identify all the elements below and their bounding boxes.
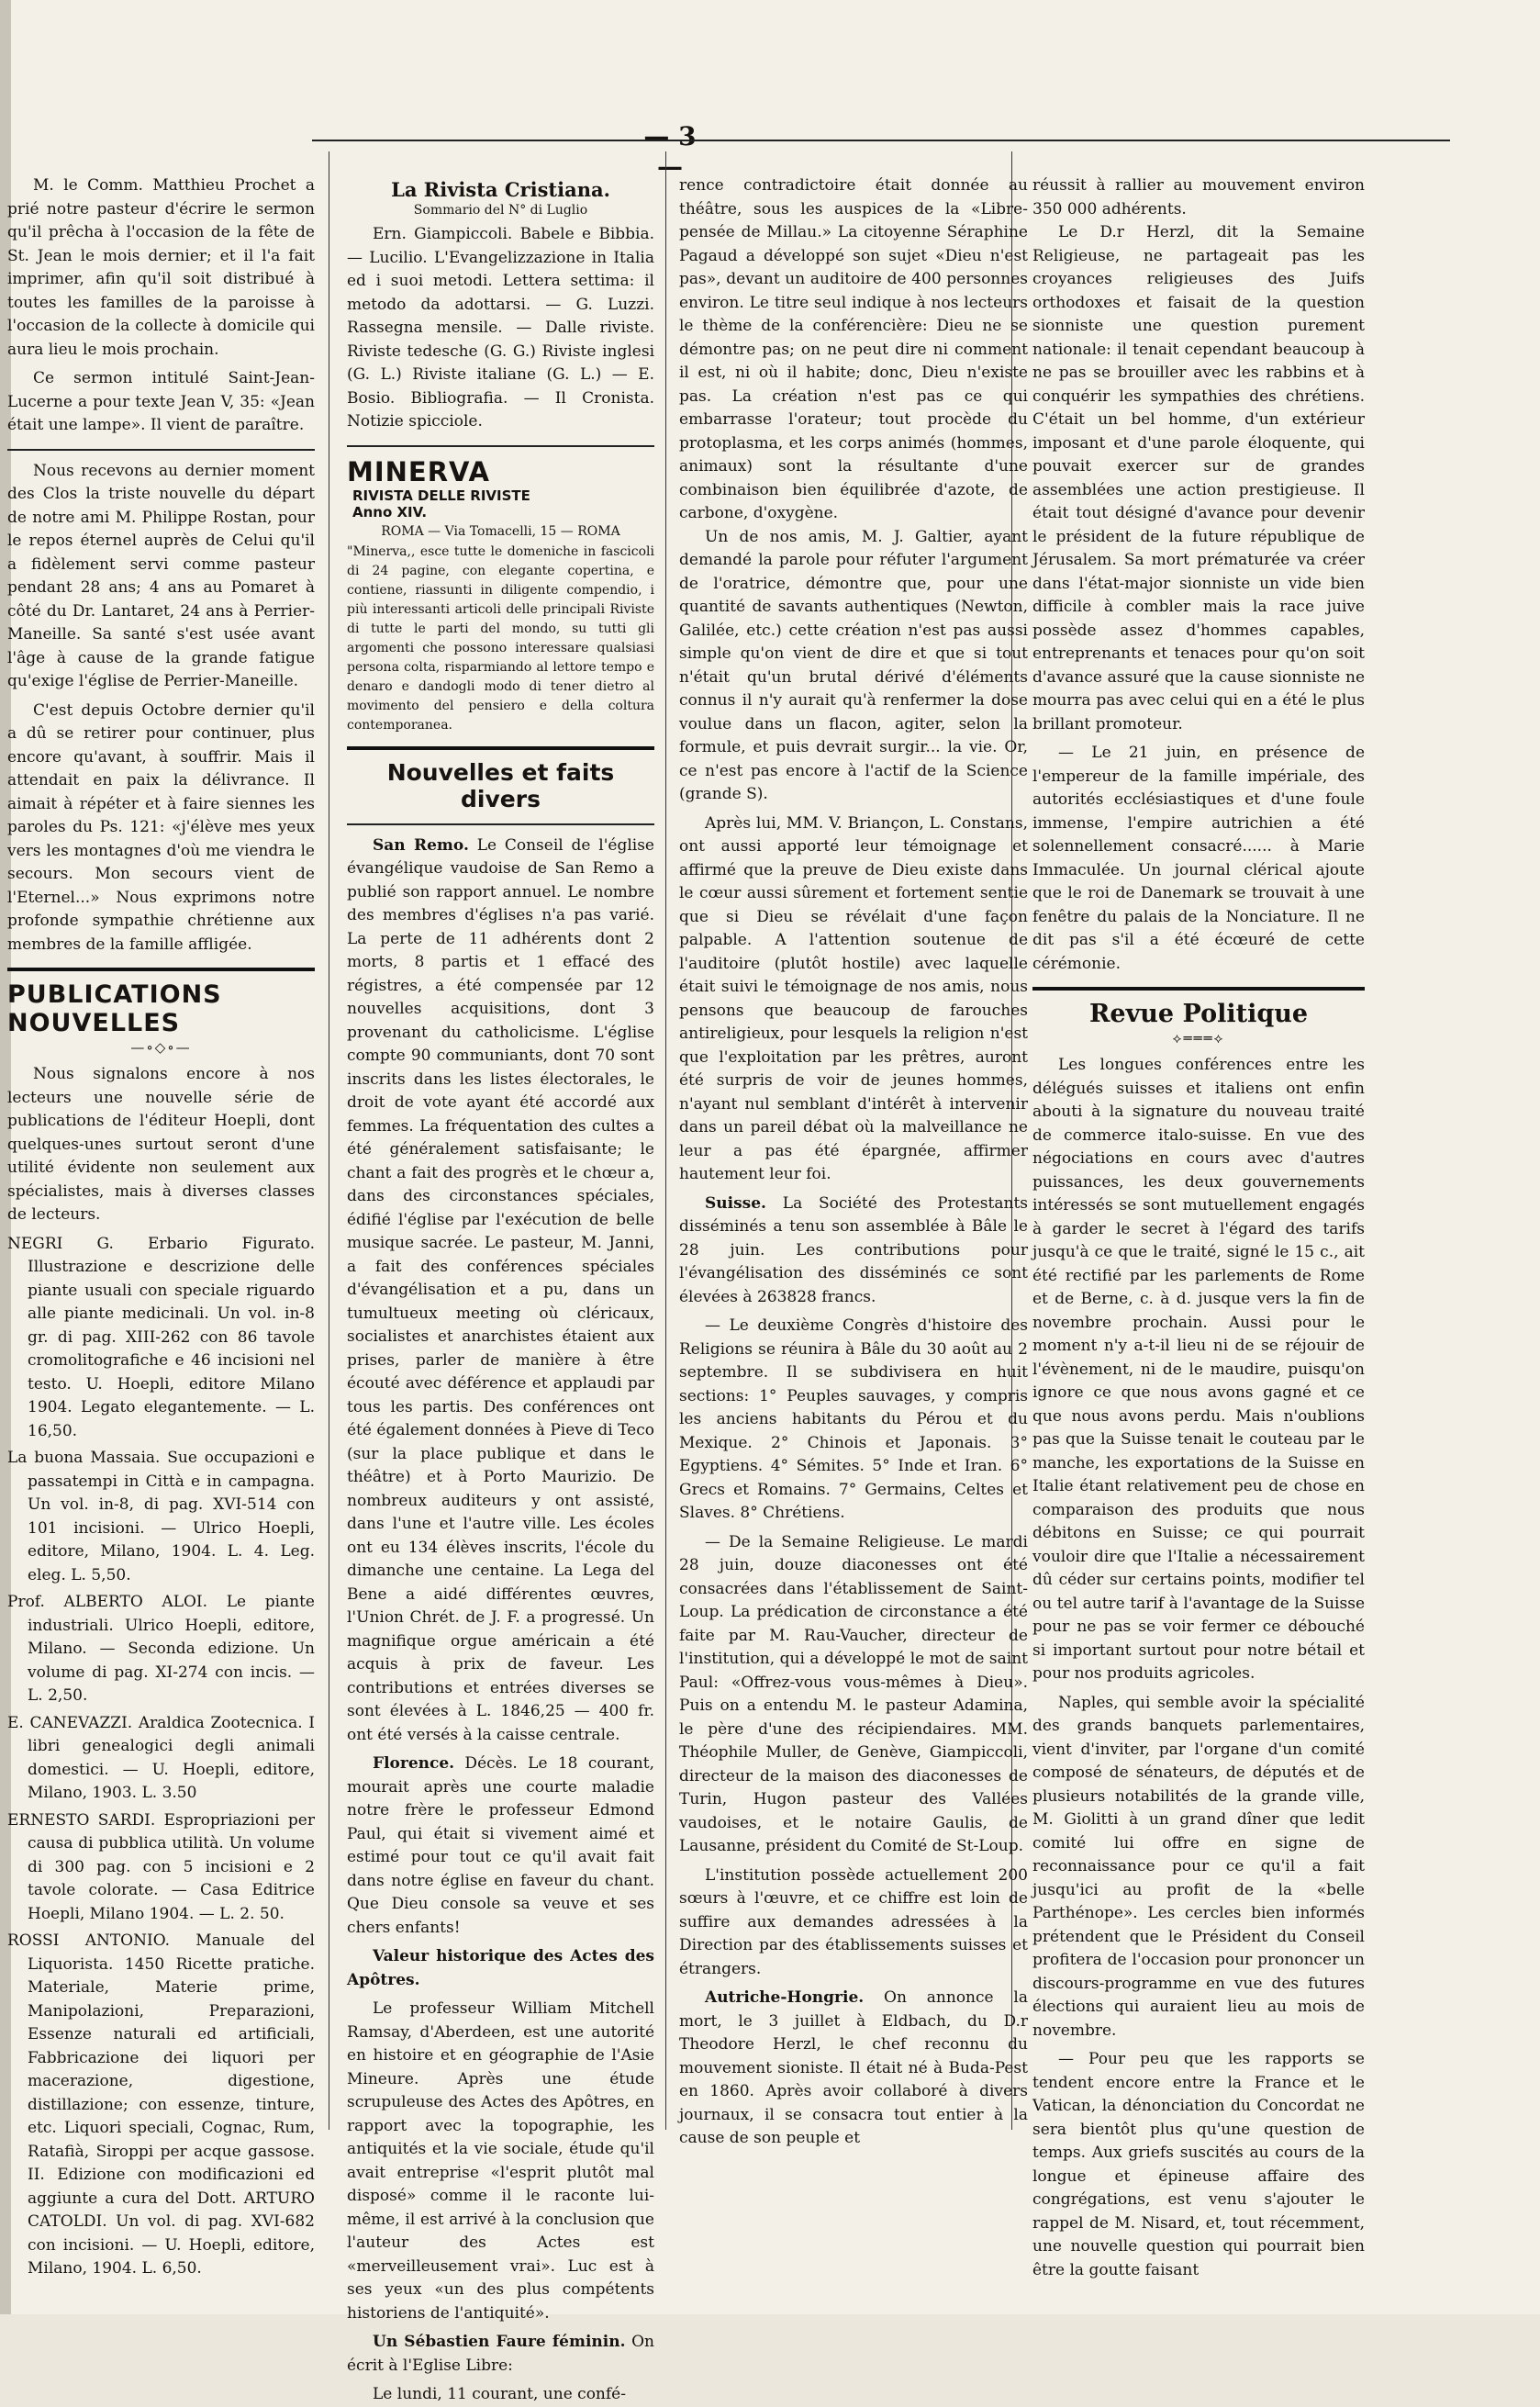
article-lead: Un Sébastien Faure féminin. xyxy=(373,2333,626,2351)
minerva-address: ROMA — Via Tomacelli, 15 — ROMA xyxy=(381,523,620,539)
article-suisse xyxy=(679,1192,1028,1310)
column-3 xyxy=(679,174,1028,2148)
column-1 xyxy=(7,174,315,2278)
book-entry: La buona Massaia. Sue occupazioni e passatempi in Città e in campagna. Un vol. in-8, di pag. XVI-514 con 101 incisioni. — Ulrico Hoepli, editore, Milano, 1904. L. 4. Leg. eleg. L. 5,50. xyxy=(7,1449,315,1584)
article-autriche xyxy=(679,1987,1028,2151)
minerva-subtitle-line2: Anno XIV. xyxy=(352,503,428,521)
divider xyxy=(347,445,654,447)
article-vatican: — Pour peu que les rapports se tendent encore entre la France et le Vatican, la dénonciation du Concordat ne sera bientôt plus qu'une question de temps. Aux griefs suscités au cours de la longue et épineuse affaire des congrégations, est venu s'ajouter le rappel de M. Nisard, et, tout récemment, une nouvelle question qui pourrait bien être la goutte faisant xyxy=(1032,2050,1365,2279)
rivista-subtitle: Sommario del N° di Luglio xyxy=(413,203,588,218)
section-title-revue: Revue Politique xyxy=(1088,1000,1309,1028)
article-herzl-end: réussit à rallier au mouvement environ 350 000 adhérents. xyxy=(1032,176,1365,218)
article-lead: Florence. xyxy=(373,1754,455,1773)
rivista-title: La Rivista Cristiana. xyxy=(391,178,610,201)
divider xyxy=(347,823,654,825)
article-juin: — Le 21 juin, en présence de l'empereur de la famille impériale, des autorités ecclésiastiques et d'une foule immense, l'empire autrichien a été solennellement consacré...... à Marie Immaculée. Un journal clérical ajoute que le roi de Danemark se trouvait à une fenêtre du palais de la Nonciature. Il ne dit pas s'il a été écœuré de cette cérémonie. xyxy=(1032,744,1365,973)
ornament: —∘◇∘— xyxy=(130,1039,192,1056)
article-congres: — Le deuxième Congrès d'histoire des Religions se réunira à Bâle du 30 août au 2 septembre. Il se subdivisera en huit sections: 1° Peuples sauvages, y compris les anciens habitants du Pérou et du Mexique. 2° Chinois et Japonais. 3° Egyptiens. 4° Sémites. 5° Inde et Iran. 6° Grecs et Romains. 7° Germains, Celtes et Slaves. 8° Chrétiens. xyxy=(679,1316,1028,1522)
article-conference: rence contradictoire était donnée au théâtre, sous les auspices de la «Libre-pensée de Millau.» La citoyenne Séraphine Pagaud a développé son sujet «Dieu n'est pas», devant un auditoire de 400 personnes environ. Le titre seul indique à nos lecteurs le thème de la conférencière: Dieu ne se démontre pas; on ne peut dire ni comment il est, ni où il habite; donc, Dieu n'existe pas. La création n'est pas ce qui embarrasse l'orateur; tout procède du protoplasma, et les corps animés (hommes, animaux) sont la résultante d'une combinaison bien équilibrée d'azote, de carbone, d'oxygène. xyxy=(679,176,1028,522)
article-naples: Naples, qui semble avoir la spécialité des grands banquets parlementaires, vient d'inviter, par l'organe d'un comité composé de sénateurs, de députés et de plusieurs notabilités de la grande ville, M. Giolitti à un grand dîner que ledit comité lui offre en signe de reconnaissance pour ce qu'il a fait jusqu'ici au profit de la «belle Parthénope». Les cercles bien informés prétendent que le Président du Conseil profitera de l'occasion pour prononcer un discours-programme en vue des futures élections qui auraient lieu au mois de novembre. xyxy=(1032,1693,1365,2040)
ornament: ⟡═══⟡ xyxy=(1172,1030,1225,1047)
article-rostan: Nous recevons au dernier moment des Clos la triste nouvelle du départ de notre ami M. Philippe Rostan, pour le repos éternel auprès de Celui qu'il a fidèlement servi comme pasteur pendant 28 ans; 4 ans au Pomaret à côté du Dr. Lantaret, 24 ans à Perrier-Maneille. Sa santé s'est usée avant l'âge à cause de la grande fatigue qu'exige l'église de Perrier-Maneille. xyxy=(7,461,315,690)
header-rule xyxy=(312,140,1450,141)
book-entry: ERNESTO SARDI. Espropriazioni per causa di pubblica utilità. Un volume di 300 pag. con 5 incisioni e 2 tavole colorate. — Casa Editrice Hoepli, Milano 1904. — L. 2. 50. xyxy=(7,1810,315,1923)
minerva-description: "Minerva,, esce tutte le domeniche in fascicoli di 24 pagine, con elegante copertina, e contiene, riassunti in diligente compendio, i più interessanti articoli delle principali Riviste di tutte le parti del mondo, su tutti gli argomenti che possono interessare qualsiasi persona colta, risparmiando al lettore tempo e denaro e dandogli modo di tener dietro al movimento del pensiero e della coltura contemporanea. xyxy=(347,543,654,733)
minerva-subtitle-line1: RIVISTA DELLE RIVISTE xyxy=(352,487,530,504)
book-entry: NEGRI G. Erbario Figurato. Illustrazione e descrizione delle piante usuali con speciale riguardo alle piante medicinali. Un vol. in-8 gr. di pag. XIII-262 con 86 tavole cromolitografiche e 46 incisioni nel testo. U. Hoepli, editore Milano 1904. Legato elegantemente. — L. 16,50. xyxy=(7,1234,315,1440)
book-entry: Prof. ALBERTO ALOI. Le piante industriali. Ulrico Hoepli, editore, Milano. — Seconda edizione. Un volume di pag. XI-274 con incis. — L. 2,50. xyxy=(7,1593,315,1705)
rivista-summary: Ern. Giampiccoli. Babele e Bibbia. — Lucilio. L'Evangelizzazione in Italia ed i suoi metodi. Lettera settima: il metodo da adottarsi. — G. Luzzi. Rassegna mensile. — Dalle riviste. Riviste tedesche (G. G.) Riviste inglesi (G. L.) Riviste italiane (G. L.) — E. Bosio. Bibliografia. — Il Cronista. Notizie spicciole. xyxy=(347,225,654,431)
article-lead: Suisse. xyxy=(705,1193,766,1213)
page-number: — 3 — xyxy=(643,121,697,182)
divider xyxy=(7,449,315,451)
article-lead: San Remo. xyxy=(373,835,469,855)
article-faure: Le lundi, 11 courant, une confé- xyxy=(373,2385,626,2403)
section-title-nouvelles: Nouvelles et faits divers xyxy=(386,758,615,812)
book-entry: ROSSI ANTONIO. Manuale del Liquorista. 1450 Ricette pratiche. Materiale, Materie prime, Manipolazioni, Preparazioni, Essenze naturali ed artificiali, Fabbricazione dei liquori per macerazione, digestione, distillazione; con essenze, tinture, etc. Liquori speciali, Cognac, Rum, Ratafià, Siroppi per acque gassose. II. Edizione con modificazioni ed aggiunte a cura del Dott. ARTURO CATOLDI. Un vol. di pag. XVI-682 con incisioni. — U. Hoepli, editore, Milano, 1904. L. 6,50. xyxy=(7,1931,315,2278)
article-galtier: Un de nos amis, M. J. Galtier, ayant demandé la parole pour réfuter l'argument de l'oratrice, démontre que, pour une quantité de savants authentiques (Newton, Galilée, etc.) cette création n'est pas aussi simple qu'on vient de dire et que si tout n'était qu'un brutal dérivé d'éléments connus il n'y aurait qu'à renfermer la dose voulue dans un flacon, agiter, selon la formule, et puis devrait surgir... la vie. Or, ce n'est pas encore à l'actif de la Science (grande S). xyxy=(679,527,1028,803)
divider xyxy=(7,968,315,971)
column-4 xyxy=(1032,174,1365,2279)
article-florence xyxy=(347,1752,654,1940)
article-lead: Autriche-Hongrie. xyxy=(705,1988,865,2007)
article-heading: Valeur historique des Actes des Apôtres. xyxy=(347,1947,654,1989)
article-body: La Société des Protestants disséminés a tenu son assemblée à Bâle le 28 juin. Les contributions pour l'évangélisation des disséminés ce sont élevées à 263828 francs. xyxy=(679,1193,1028,1306)
article-sermon: Ce sermon intitulé Saint-Jean-Lucerne a pour texte Jean V, 35: «Jean était une lampe». Il vient de paraître. xyxy=(7,369,315,434)
article-body: Le Conseil de l'église évangélique vaudoise de San Remo a publié son rapport annuel. Le nombre des membres d'églises n'a pas varié. La perte de 11 adhérents dont 2 morts, 8 partis et 1 effacé des régistres, a été compensée par 12 nouvelles acquisitions, dont 3 provenant du catholicisme. L'église compte 90 communiants, dont 70 sont inscrits dans les listes électorales, le droit de vote ayant été accordé aux femmes. La fréquentation des cultes a été généralement satisfaisante; le chant a fait des progrès et le chœur a, dans des circonstances spéciales, édifié l'église par l'exécution de belle musique sacrée. Le pasteur, M. Janni, a fait des conférences spéciales d'évangélisation et a pu, dans un tumultueux meeting où cléricaux, socialistes et anarchistes étaient aux prises, parler de manière à être écouté avec déférence et applaudi par tous les partis. Des conférences ont été également données à Pieve di Teco (sur la place publique et dans le théâtre) et à Porto Maurizio. De nombreux auditeurs y ont assisté, dans l'une et l'autre ville. Les écoles ont eu 134 élèves inscrits, l'école du dimanche une centaine. La Lega del Bene a aidé différentes œuvres, l'Union Chrét. de J. F. a progressé. Un magnifique orgue américain a été acquis à prix de faveur. Les contributions et entrées diverses se sont élevées à L. 1846,25 — 400 fr. ont été versés à la caisse centrale. xyxy=(347,835,654,1744)
divider xyxy=(347,746,654,750)
article-sanremo xyxy=(347,834,654,1748)
book-entry: E. CANEVAZZI. Araldica Zootecnica. I libri genealogici degli animali domestici. — U. Hoepli, editore, Milano, 1903. L. 3.50 xyxy=(7,1713,315,1802)
article-body: On écrit à l'Eglise Libre: xyxy=(347,2333,654,2375)
article-prochet: M. le Comm. Matthieu Prochet a prié notre pasteur d'écrire le sermon qu'il prêcha à l'occasion de la fête de St. Jean le mois dernier; et il l'a fait imprimer, afin qu'il soit distribué à toutes les familles de la paroisse à l'occasion de la collecte à domicile qui aura lieu le mois prochain. xyxy=(7,176,315,359)
article-valeur: Le professeur William Mitchell Ramsay, d'Aberdeen, est une autorité en histoire et en géographie de l'Asie Mineure. Après une étude scrupuleuse des Actes des Apôtres, en rapport avec la topographie, les antiquités et la vie sociale, étude qu'il avait entreprise «l'esprit plutôt mal disposé» comme il le raconte lui-même, il est arrivé à la conclusion que l'auteur des Actes est «merveilleusement vrai». Luc est à ses yeux «un des plus compétents historiens de l'antiquité». xyxy=(347,1999,654,2323)
article-diaconesses: — De la Semaine Religieuse. Le mardi 28 juin, douze diaconesses ont été consacrées dans l'établissement de Saint-Loup. La prédication de circonstance a été faite par M. Rau-Vaucher, directeur de l'institution, qui a développé le mot de saint Paul: «Offrez-vous vous-mêmes à Dieu». Puis on a entendu M. le pasteur Adamina, le père d'une des récipiendaires. MM. Théophile Muller, de Genève, Giampiccoli, directeur de la maison des diaconesses de Turin, Hugon pasteur des Vallées vaudoises, et le notaire Gaulis, de Lausanne, président du Comité de St-Loup. xyxy=(679,1532,1028,1855)
divider xyxy=(1032,987,1365,991)
column-2 xyxy=(347,174,654,2403)
article-institution: L'institution possède actuellement 200 sœurs à l'œuvre, et ce chiffre est loin de suffire aux demandes adressées à la Direction par des établissements suisses et étrangers. xyxy=(679,1865,1028,1978)
article-faure-heading xyxy=(347,2331,654,2378)
article-body: On annonce la mort, le 3 juillet à Eldbach, du D.r Theodore Herzl, le chef reconnu du mouvement sioniste. Il était né à Buda-Pest en 1860. Après avoir collaboré à divers journaux, il se consacra tout entier à la cause de son peuple et xyxy=(679,1988,1028,2147)
article-hoepli: Nous signalons encore à nos lecteurs une nouvelle série de publications de l'éditeur Hoepli, dont quelques-unes surtout seront d'une utilité évidente non seulement aux spécialistes, mais à diverses classes de lecteurs. xyxy=(7,1065,315,1224)
article-herzl: Le D.r Herzl, dit la Semaine Religieuse, ne partageait pas les croyances religieuses des Juifs orthodoxes et faisait de la question sionniste une question purement nationale: il tenait cependant beaucoup à ne pas se brouiller avec les rabbins et à conquérir les sympathies des chrétiens. C'était un bel homme, d'un extérieur imposant et d'une parole éloquente, qui pouvait exercer sur de grandes assemblées une action prestigieuse. Il était tout désigné d'avance pour devenir le président de la future république de Jérusalem. Sa mort prématurée va créer dans l'état-major sionniste un vide bien difficile à combler mais la race juive possède assez d'hommes capables, entreprenants et tenaces pour qu'on soit d'avance assuré que la cause sionniste ne mourra pas avec celui qui en a été le plus brillant promoteur. xyxy=(1032,223,1365,733)
minerva-title: MINERVA xyxy=(347,455,490,487)
article-body: Décès. Le 18 courant, mourait après une courte maladie notre frère le professeur Edmond Paul, qui était si vivement aimé et estimé pour tout ce qu'il avait fait dans notre église en faveur du chant. Que Dieu console sa veuve et ses chers enfants! xyxy=(347,1754,654,1937)
minerva-masthead xyxy=(347,456,654,521)
column-separator xyxy=(665,151,666,2130)
minerva-subtitle xyxy=(352,487,530,521)
article-briancon: Après lui, MM. V. Briançon, L. Constans, ont aussi apporté leur témoignage et affirmé que la preuve de Dieu existe dans le cœur aussi sûrement et fortement sentie que si Dieu se révélait d'une façon palpable. A l'attention soutenue de l'auditoire (plutôt hostile) avec laquelle était suivi le témoignage de nos amis, nous pensons que beaucoup de farouches antireligieux, pour lesquels la religion n'est que l'exploitation par les prêtres, auront été surpris de voir de jeunes hommes, n'ayant nul semblant d'intérêt à intervenir dans un pareil débat où la malveillance ne leur a pas été épargnée, affirmer hautement leur foi. xyxy=(679,813,1028,1183)
section-title-publications: PUBLICATIONS NOUVELLES xyxy=(7,980,222,1037)
article-traite: Les longues conférences entre les délégués suisses et italiens ont enfin abouti à la signature du nouveau traité de commerce italo-suisse. En vue des négociations en cours avec d'autres puissances, les deux gouvernements intéressés se sont mutuellement engagés à garder le secret à l'égard des tarifs jusqu'à ce que le traité, signé le 15 c., ait été rectifié par les parlements de Rome et de Berne, c. à d. jusque vers la fin de novembre prochain. Aussi pour le moment n'y a-t-il lieu ni de se réjouir de l'évènement, ni de le maudire, puisqu'on ignore ce que nous avons gagné et ce que nous avons perdu. Mais n'oublions pas que la Suisse tenait le couteau par le manche, les exportations de la Suisse en Italie étant relativement peu de chose en comparaison des produits que nous débitons en Suisse; ce qui pourrait vouloir dire que l'Italie a nécessairement dû céder sur certains points, modifier tel ou tel autre tarif à l'avantage de la Suisse pour ne pas se voir fermer ce débouché si important surtout pour notre bétail et pour nos produits agricoles. xyxy=(1032,1056,1365,1683)
article-octobre: C'est depuis Octobre dernier qu'il a dû se retirer pour continuer, plus encore qu'avant, à souffrir. Mais il attendait en paix la délivrance. Il aimait à répéter et à faire siennes les paroles du Ps. 121: «j'élève mes yeux vers les montagnes d'où me viendra le secours. Mon secours vient de l'Eternel...» Nous exprimons notre profonde sympathie chrétienne aux membres de la famille affligée. xyxy=(7,700,315,954)
